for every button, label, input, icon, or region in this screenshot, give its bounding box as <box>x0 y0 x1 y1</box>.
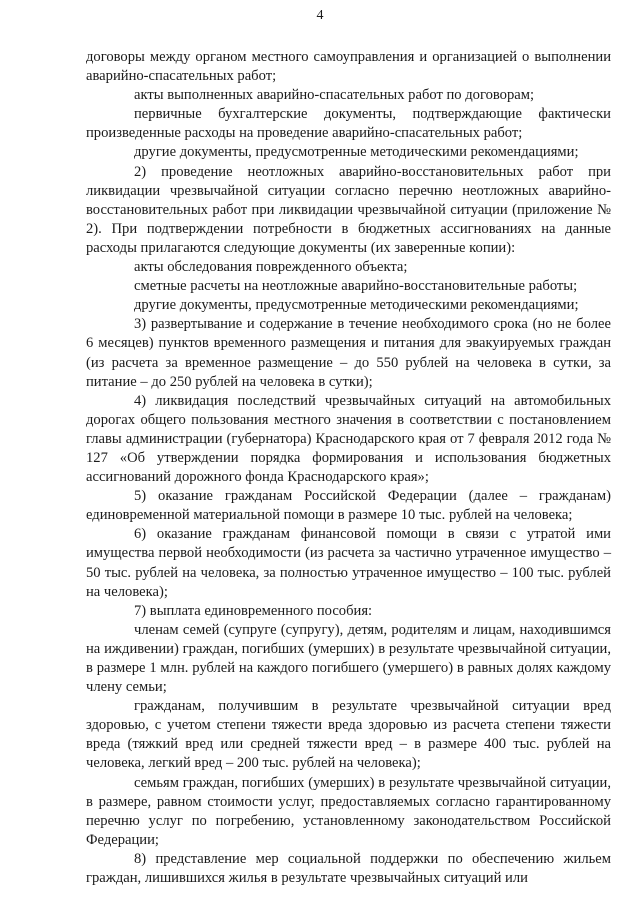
paragraph-3: другие документы, предусмотренные методическими рекомендациями; <box>134 144 579 161</box>
paragraph-12: 7) выплата единовременного пособия: <box>134 602 373 619</box>
paragraph-5: акты обследования поврежденного объекта; <box>134 259 408 276</box>
paragraph-6: сметные расчеты на неотложные аварийно-восстановительные работы; <box>134 278 578 295</box>
paragraph-4: 2) проведение неотложных аварийно-восстановительных работ при ликвидации чрезвычайной ситуации согласно перечню неотложных аварийно-восстановительных работ при ликвидации чрезвычайной ситуации (приложение № 2). При подтверждении потребности в бюджетных ассигнованиях на данные расходы прилагаются следующие документы (их заверенные копии): <box>86 163 611 256</box>
paragraph-11: 6) оказание гражданам финансовой помощи в связи с утратой ими имущества первой необходимости (из расчета за частично утраченное имущество – 50 тыс. рублей на человека, за полностью утраченное имущество – 100 тыс. рублей на человека); <box>86 526 611 600</box>
paragraph-7: другие документы, предусмотренные методическими рекомендациями; <box>134 297 579 314</box>
paragraph-16: 8) представление мер социальной поддержки по обеспечению жильем граждан, лишившихся жилья в результате чрезвычайных ситуаций или <box>86 850 611 887</box>
paragraph-9: 4) ликвидация последствий чрезвычайных ситуаций на автомобильных дорогах общего пользования местного значения в соответствии с постановлением главы администрации (губернатора) Краснодарского края от 7 февраля 2012 года № 127 «Об утверждении порядка формирования и использования бюджетных ассигнований дорожного фонда Краснодарского края»; <box>86 392 611 486</box>
paragraph-10: 5) оказание гражданам Российской Федерации (далее – гражданам) единовременной материальной помощи в размере 10 тыс. рублей на человека; <box>86 488 611 524</box>
paragraph-14: гражданам, получившим в результате чрезвычайной ситуации вред здоровью, с учетом степени тяжести вреда здоровью из расчета степени тяжести вреда (тяжкий вред или средней тяжести вред – в размере 400 тыс. рублей на человека, легкий вред – 200 тыс. рублей на человека); <box>86 698 611 772</box>
paragraph-0: договоры между органом местного самоуправления и организацией о выполнении аварийно-спасательных работ; <box>86 49 611 85</box>
page-number: 4 <box>316 8 324 23</box>
paragraph-13: членам семей (супруге (супругу), детям, родителям и лицам, находившимся на иждивении) граждан, погибших (умерших) в результате чрезвычайной ситуации, в размере 1 млн. рублей на каждого погибшего (умершего) в равных долях каждому члену семьи; <box>86 621 611 696</box>
paragraph-1: акты выполненных аварийно-спасательных работ по договорам; <box>134 87 535 104</box>
paragraph-2: первичные бухгалтерские документы, подтверждающие фактически произведенные расходы на проведение аварийно-спасательных работ; <box>86 106 611 142</box>
document-body <box>86 48 611 888</box>
paragraph-15: семьям граждан, погибших (умерших) в результате чрезвычайной ситуации, в размере, равном стоимости услуг, предоставляемых согласно гарантированному перечню услуг по погребению, установленному законодательством Российской Федерации; <box>86 774 611 848</box>
paragraph-8: 3) развертывание и содержание в течение необходимого срока (но не более 6 месяцев) пунктов временного размещения и питания для эвакуируемых граждан (из расчета за временное размещение – до 550 рублей на человека в сутки, за питание – до 250 рублей на человека в сутки); <box>86 316 611 390</box>
